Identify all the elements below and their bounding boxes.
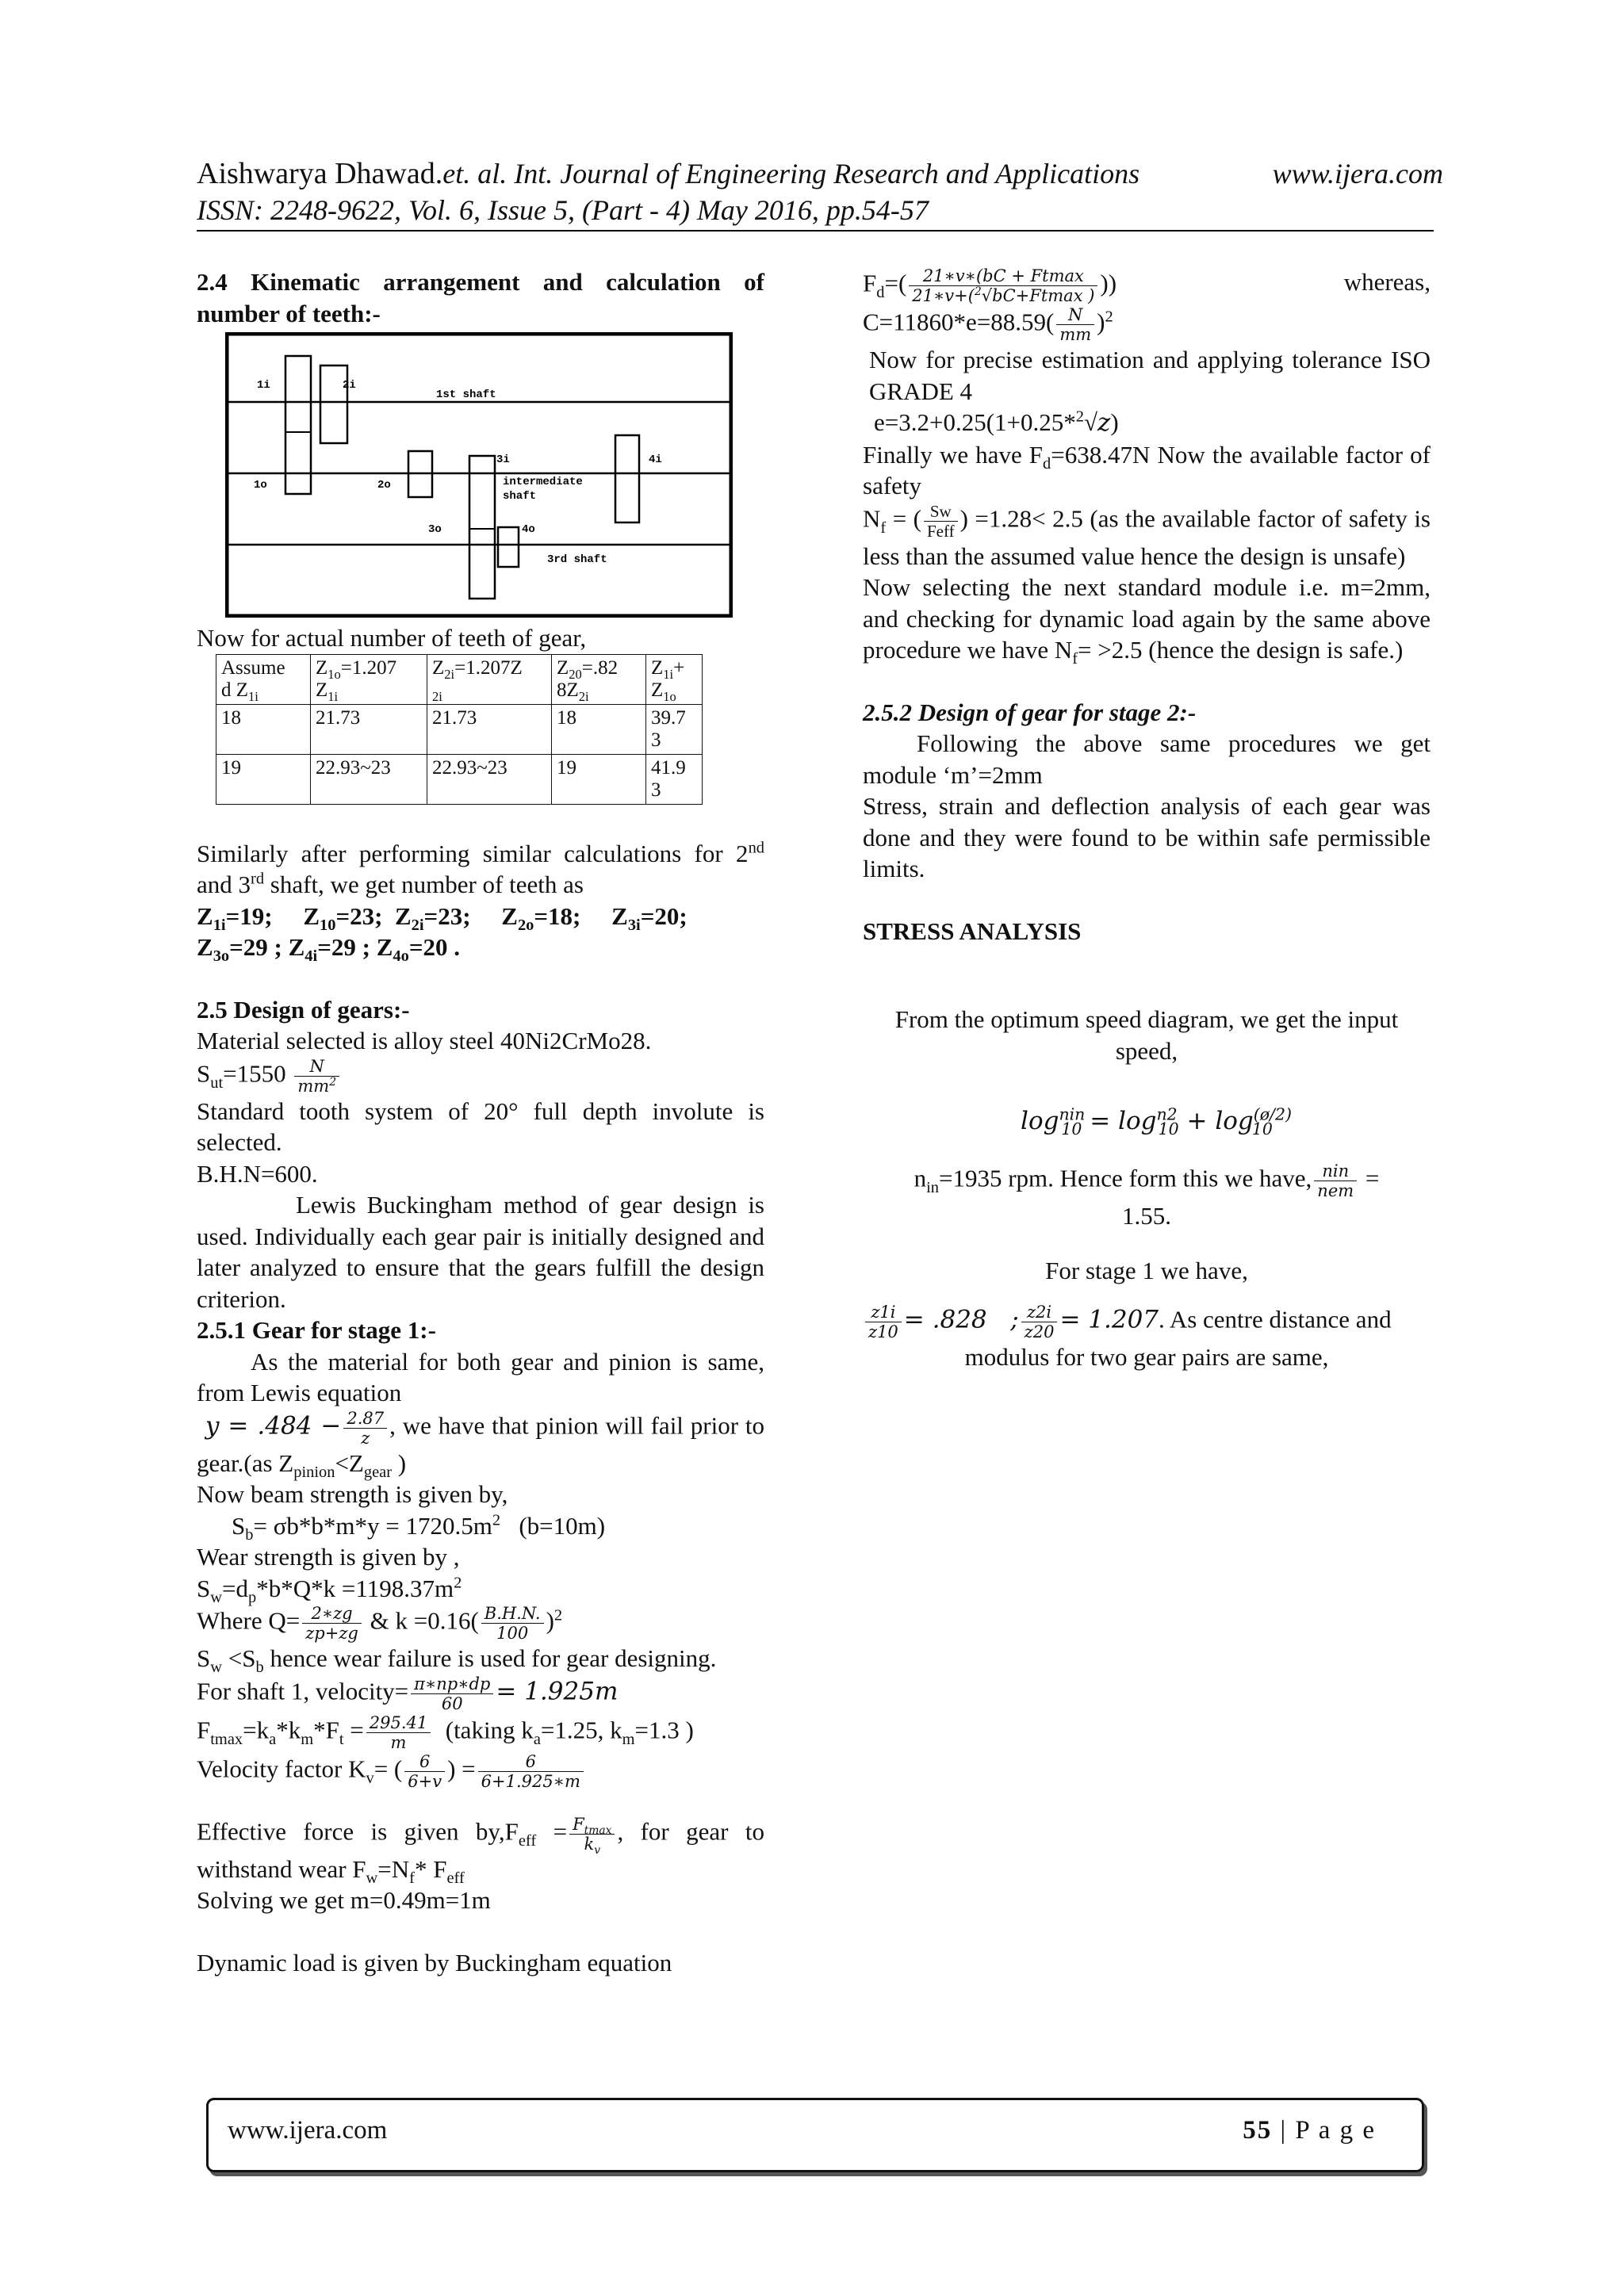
header-rule — [197, 230, 1434, 232]
next-module-text: Now selecting the next standard module i.e. m=2mm, and checking for dynamic load again by the same above procedure we have $N_f= >2.5$ (hence the design is safe.) — [863, 573, 1431, 668]
table-cell: 19 — [552, 754, 646, 804]
beam-strength-equation: $S_b= \sigma b*b*m*y = 1720.5m^2$ (b=10m) — [232, 1511, 606, 1544]
journal-website[interactable]: www.ijera.com — [1272, 158, 1443, 189]
table-cell: 39.7 3 — [646, 704, 703, 754]
finally-text: Finally we have $F_d=638.47N$ Now the available factor of safety — [863, 440, 1431, 499]
diagram-label-4i: 4i — [649, 453, 662, 466]
author-name: Aishwarya Dhawad. — [197, 157, 443, 190]
effective-force-text: Effective force is given $by,F_{eff}$ = $F_{tmax}$ $k_v$ , for gear to withstand wear $F_w=N_f*$ $F_{eff}$ — [197, 1814, 765, 1887]
table-header-cell: $Z_{1i}+$ $Z_{1o}$ — [646, 654, 703, 704]
teeth-results-line: $Z_{3o}=29$ ; $Z_{4i}=29$ ; $Z_{4o}=20$ . — [197, 933, 460, 966]
table-row — [216, 754, 703, 804]
wear-strength-text: Wear strength is given by , — [197, 1543, 460, 1571]
diagram-label-3o: 3o — [428, 523, 442, 536]
log-equation: $\log^{nin}_{10} = \log^{n2}_{10} + \log^{(ø/2)}_{10}$ — [1021, 1104, 1292, 1139]
diagram-label-1o: 1o — [254, 479, 267, 492]
running-header — [197, 155, 1443, 192]
dynamic-load-text: Dynamic load is given by Buckingham equation — [197, 1948, 672, 1976]
velocity-factor-equation: Velocity factor $K_v=$ ( $\frac{6}{6+v}$ ) = $\frac{6}{6+1.925∗m}$ — [197, 1752, 764, 1791]
table-intro: Now for actual number of teeth of gear, — [197, 624, 587, 652]
c-equation: C=11860*e=88.59( $\frac{N}{mm}$ )$^2$ — [863, 305, 1113, 344]
table-cell: 18 — [216, 704, 311, 754]
optimum-speed-text: From the optimum speed diagram, we get the input speed, — [894, 1005, 1399, 1065]
sut-equation: $S_{ut}=1550$ $\frac{N}{mm^2}$ — [197, 1057, 764, 1096]
stage1-have-text: For stage 1 we have, — [1045, 1257, 1248, 1284]
left-column — [197, 266, 764, 1978]
similar-calculation-text: Similarly after performing similar calculations for 2nd and 3rd shaft, we get number of teeth as — [197, 839, 764, 898]
diagram-label-shaft: shaft — [503, 490, 537, 503]
standard-tooth-text: Standard tooth system of 20° full depth involute is selected. — [197, 1096, 764, 1156]
ratio-equation: $\frac{z1i}{z10}$ = .828 ; $\frac{z2i}{z20}$ = 1.207. As centre distance and — [863, 1303, 1431, 1341]
velocity-equation: For shaft 1, velocity= $\frac{\pi∗np∗dp}{60}$ = 1.925m — [197, 1674, 619, 1713]
lewis-buckingham-text: Lewis Buckingham method of gear design is used. Individually each gear pair is initially designed and later analyzed to ensure that the gears fulfill the design criterion. — [197, 1191, 764, 1313]
stage1-heading: 2.5.1 Gear for stage 1:- — [197, 1316, 436, 1344]
beam-strength-text: Now beam strength is given by, — [197, 1480, 508, 1508]
wear-comparison-text: $S_w <S_b$ hence wear failure is used for gear designing. — [197, 1644, 717, 1677]
table-cell: 22.93~23 — [427, 754, 552, 804]
diagram-label-shaft1: 1st shaft — [436, 388, 496, 401]
table-row — [216, 704, 703, 754]
table-cell: 18 — [552, 704, 646, 754]
stage1-text: As the material for both gear and pinion is same, from Lewis equation — [197, 1347, 764, 1406]
stage2-heading: 2.5.2 Design of gear for stage 2:- — [863, 698, 1197, 726]
diagram-label-shaft3: 3rd shaft — [547, 553, 607, 566]
q-k-definition: Where Q= $\frac{2∗zg}{zp+zg}$ & k =0.16( $\frac{B.H.N.}{100}$ )$^2$ — [197, 1604, 563, 1643]
teeth-table — [216, 654, 703, 805]
diagram-label-3i: 3i — [496, 453, 510, 466]
diagram-label-4o: 4o — [522, 523, 535, 536]
diagram-label-intermediate: intermediate — [503, 476, 583, 488]
ftmax-equation: $F_{tmax}=k_a*k_m*F_t$ = $\frac{295.41}{m}$ (taking $k_a=1.25$, $k_m=1.3$ ) — [197, 1712, 694, 1752]
diagram-label-2i: 2i — [343, 379, 356, 392]
modulus-text: modulus for two gear pairs are same, — [964, 1342, 1329, 1371]
stress-analysis-heading: STRESS ANALYSIS — [863, 916, 1082, 945]
nf-equation: $N_f$ = ( Sw Feff ) =1.28< 2.5 (as the available factor of safety is less than the assumed value hence the design is unsafe) — [863, 501, 1431, 570]
teeth-results-line: $Z_{1i}=19$; $Z_{10}=23$; $Z_{2i}=23$; $Z_{2o}=18$; $Z_{3i}=20$; — [197, 901, 688, 934]
right-column — [863, 266, 1431, 1372]
section-2-5-heading: 2.5 Design of gears:- — [197, 995, 410, 1024]
solving-text: Solving we get m=0.49m=1m — [197, 1886, 491, 1914]
fd-equation: $F_d=$( 21∗v∗(bC + Ftmax 21∗v+($^2$√bC+Ftmax ) )) whereas, — [863, 266, 1431, 305]
stage2-text: Following the above same procedures we get module ‘m’=2mm — [863, 729, 1431, 789]
nin-text: $n_{in}=1935$ rpm. Hence form this we have, nin nem = — [914, 1161, 1380, 1200]
wear-strength-equation: $S_w=d_p*b*Q*k =1198.37m^2$ — [197, 1574, 462, 1606]
e-equation: e=3.2+0.25(1+0.25*$^2$√z) — [874, 408, 1119, 437]
journal-name: et. al. Int. Journal of Engineering Research and Applications — [442, 158, 1140, 189]
precise-estimation-text: Now for precise estimation and applying tolerance ISO GRADE 4 — [869, 346, 1431, 405]
nin-ratio-value: 1.55. — [1122, 1201, 1171, 1230]
table-header-row — [216, 654, 703, 704]
table-cell: 21.73 — [427, 704, 552, 754]
diagram-label-1i: 1i — [257, 379, 270, 392]
table-header-cell: $Z_{2i}=1.207Z$ $_{2i}$ — [427, 654, 552, 704]
page-footer — [206, 2098, 1424, 2172]
table-cell: 19 — [216, 754, 311, 804]
footer-website[interactable]: www.ijera.com — [228, 2116, 388, 2145]
kinematic-arrangement-diagram — [225, 332, 733, 618]
bhn-text: B.H.N=600. — [197, 1159, 318, 1188]
table-cell: 41.9 3 — [646, 754, 703, 804]
table-cell: 22.93~23 — [311, 754, 427, 804]
table-header-cell: $Z_{1o}=1.207$ $Z_{1i}$ — [311, 654, 427, 704]
table-header-cell: $Z_{20}=.82$ $8Z_{2i}$ — [552, 654, 646, 704]
page-number: 55 | P a g e — [1243, 2116, 1376, 2145]
section-2-4-heading: 2.4 Kinematic arrangement and calculation of number of teeth:- — [197, 268, 764, 327]
table-cell: 21.73 — [311, 704, 427, 754]
stress-strain-text: Stress, strain and deflection analysis of each gear was done and they were found to be within safe permissible limits. — [863, 792, 1431, 882]
issn-line: ISSN: 2248-9622, Vol. 6, Issue 5, (Part - 4) May 2016, pp.54-57 — [197, 194, 929, 226]
table-header-cell: Assume d $Z_{1i}$ — [216, 654, 311, 704]
material-text: Material selected is alloy steel 40Ni2CrMo28. — [197, 1027, 652, 1054]
diagram-label-2o: 2o — [377, 479, 391, 492]
lewis-equation: y = .484 − $\frac{2.87}{z}$ , we have that pinion will fail prior to gear.(as $Z_{pinion}<Z_{gear}$ ) — [197, 1408, 765, 1481]
